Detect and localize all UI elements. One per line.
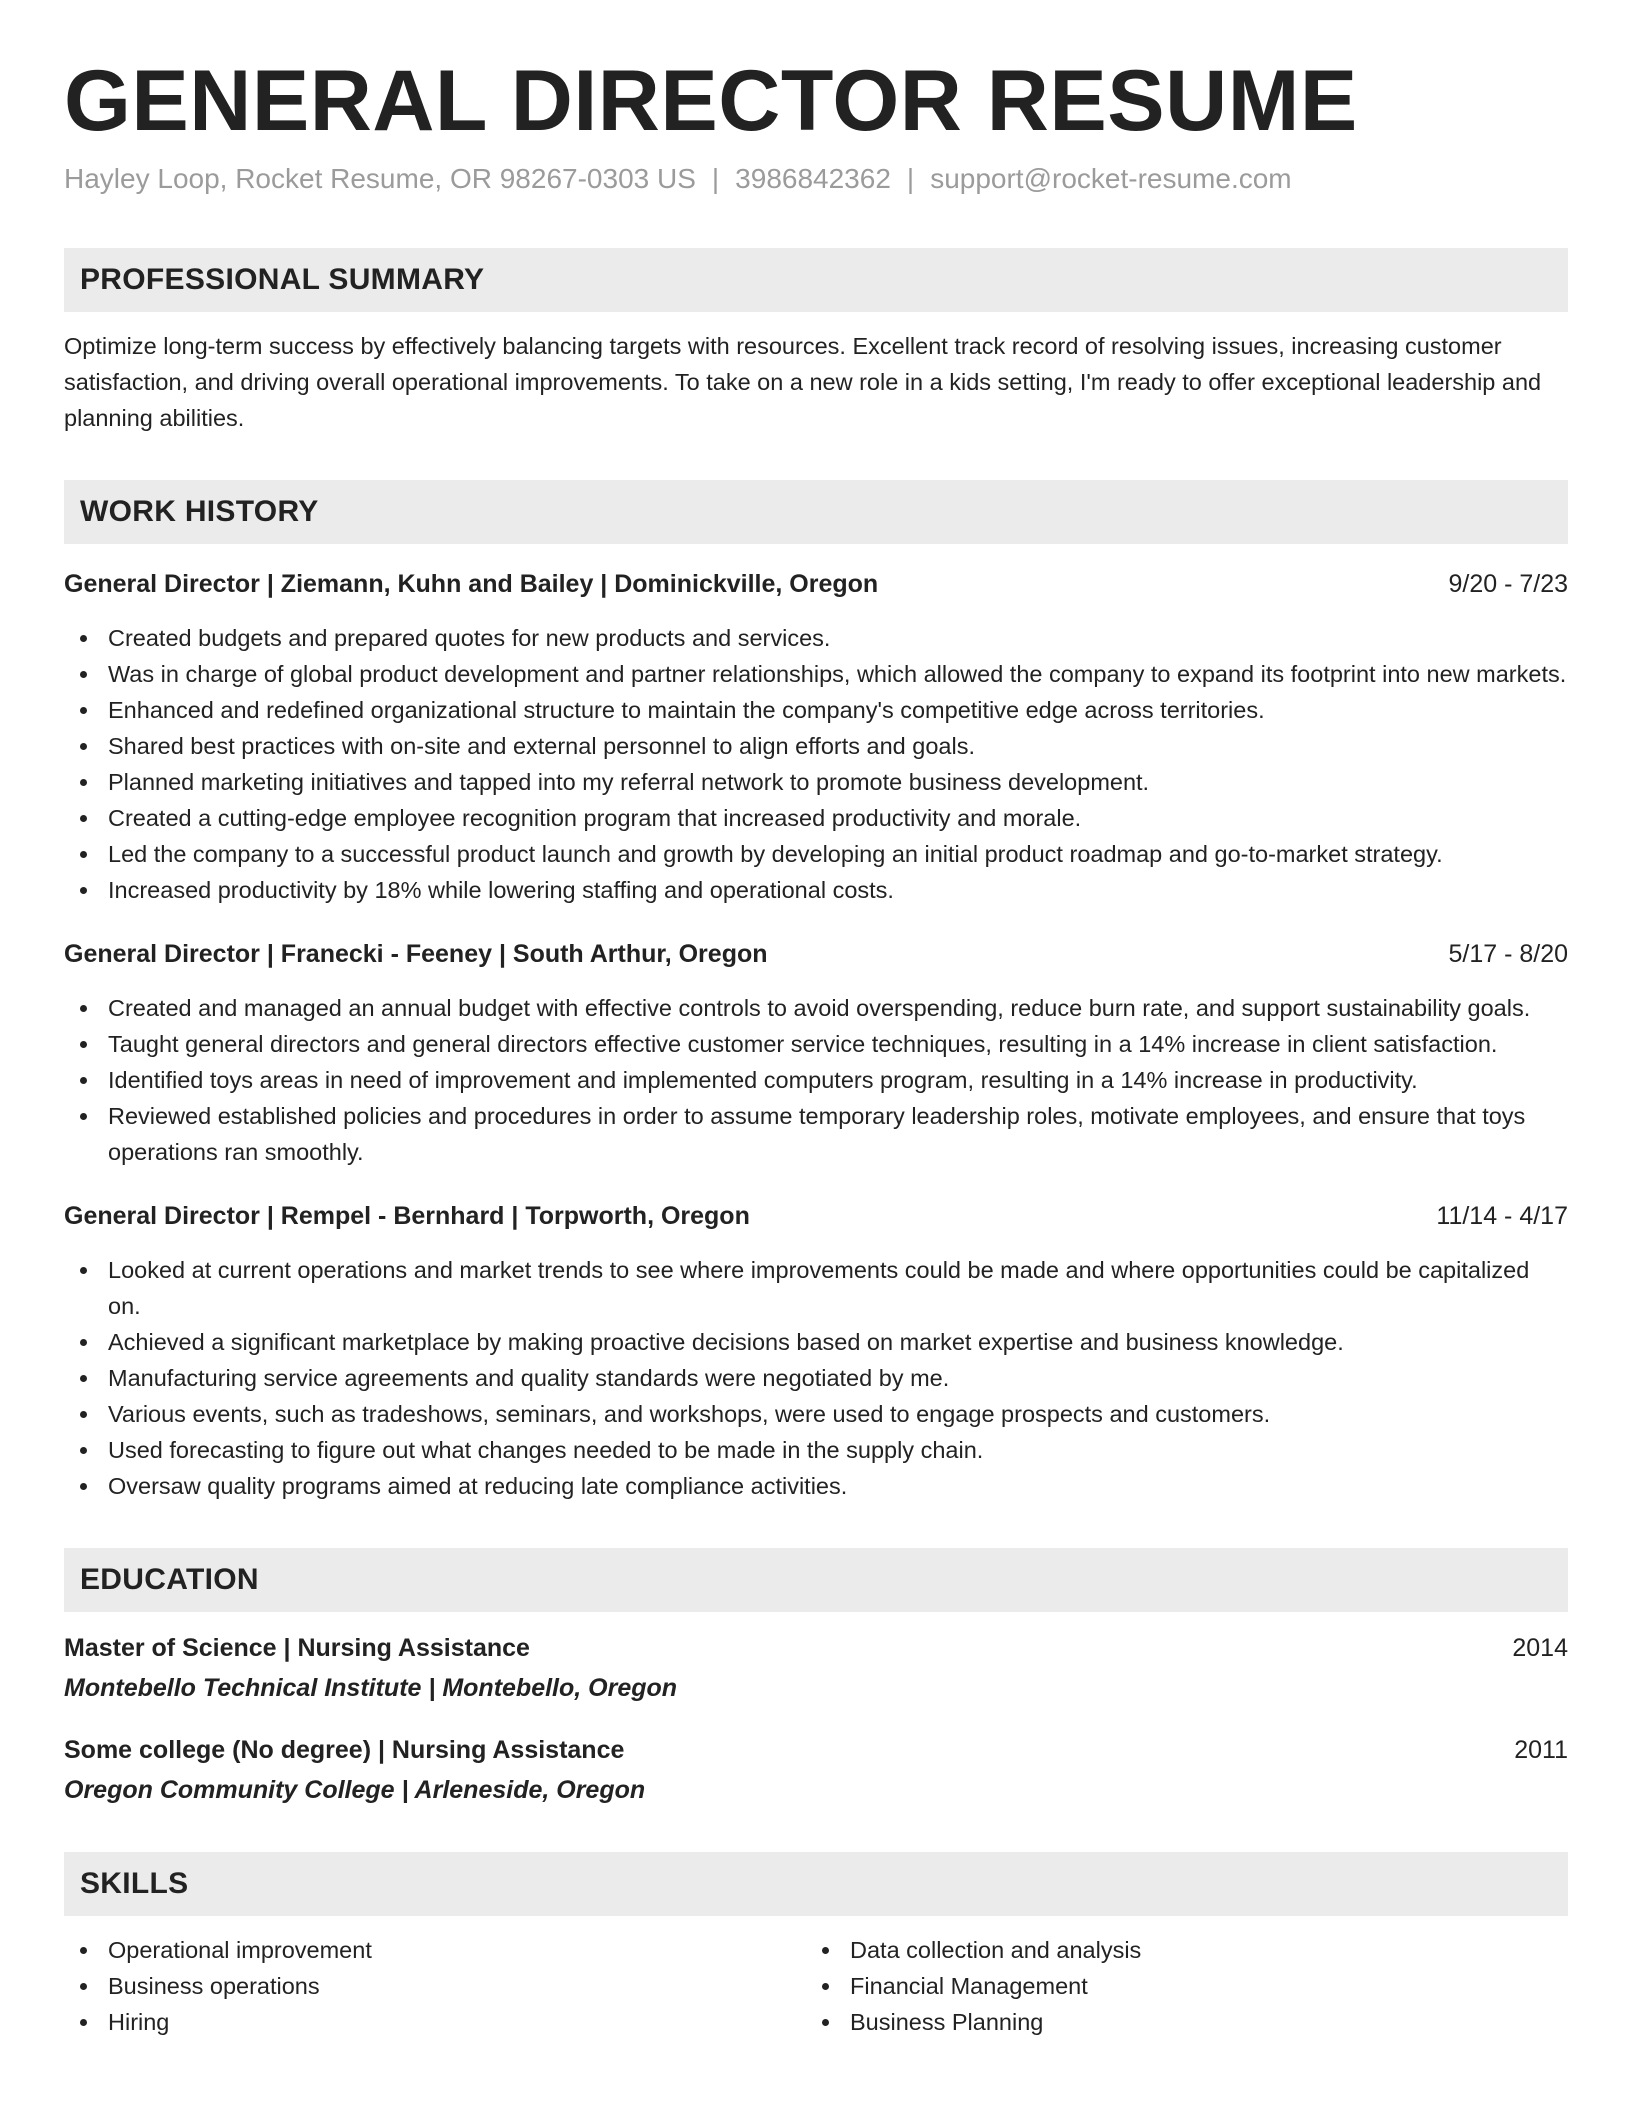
contact-phone: 3986842362 bbox=[735, 162, 891, 194]
job-bullet: Created budgets and prepared quotes for new products and services. bbox=[64, 620, 1568, 656]
job-dates: 11/14 - 4/17 bbox=[1436, 1201, 1568, 1230]
job-entry bbox=[64, 936, 1568, 1170]
skill-item: Operational improvement bbox=[64, 1932, 806, 1968]
education-entry bbox=[64, 1630, 1568, 1706]
skill-item: Business Planning bbox=[806, 2004, 1548, 2040]
job-bullet: Various events, such as tradeshows, seminars, and workshops, were used to engage prospects and customers. bbox=[64, 1396, 1568, 1432]
job-bullet: Planned marketing initiatives and tapped into my referral network to promote business development. bbox=[64, 764, 1568, 800]
education-year: 2011 bbox=[1514, 1735, 1568, 1764]
job-bullet: Used forecasting to figure out what changes needed to be made in the supply chain. bbox=[64, 1432, 1568, 1468]
job-bullet: Reviewed established policies and procedures in order to assume temporary leadership roles, motivate employees, and ensure that toys operations ran smoothly. bbox=[64, 1098, 1568, 1170]
job-entry bbox=[64, 566, 1568, 908]
education-year: 2014 bbox=[1512, 1633, 1568, 1662]
job-bullets bbox=[64, 620, 1568, 908]
job-title: General Director | Franecki - Feeney | South Arthur, Oregon bbox=[64, 939, 768, 968]
job-bullet: Achieved a significant marketplace by making proactive decisions based on market expertise and business knowledge. bbox=[64, 1324, 1568, 1360]
skill-item: Business operations bbox=[64, 1968, 806, 2004]
skill-item: Financial Management bbox=[806, 1968, 1548, 2004]
job-dates: 5/17 - 8/20 bbox=[1448, 939, 1568, 968]
contact-separator: | bbox=[906, 162, 915, 194]
job-title: General Director | Ziemann, Kuhn and Bailey | Dominickville, Oregon bbox=[64, 569, 879, 598]
contact-email: support@rocket-resume.com bbox=[930, 162, 1292, 194]
job-bullet: Looked at current operations and market trends to see where improvements could be made and where opportunities could be capitalized on. bbox=[64, 1252, 1568, 1324]
job-bullet: Was in charge of global product development and partner relationships, which allowed the company to expand its footprint into new markets. bbox=[64, 656, 1568, 692]
job-bullets bbox=[64, 990, 1568, 1170]
job-header bbox=[64, 1198, 1568, 1234]
education-school: Montebello Technical Institute | Montebello, Oregon bbox=[64, 1673, 678, 1702]
page-title: GENERAL DIRECTOR RESUME bbox=[64, 53, 1358, 149]
job-bullet: Created and managed an annual budget with effective controls to avoid overspending, reduce burn rate, and support sustainability goals. bbox=[64, 990, 1568, 1026]
skills-list bbox=[64, 1932, 1568, 2040]
contact-address: Hayley Loop, Rocket Resume, OR 98267-0303 US bbox=[64, 162, 696, 194]
job-title: General Director | Rempel - Bernhard | Torpworth, Oregon bbox=[64, 1201, 750, 1230]
education-header bbox=[64, 1732, 1568, 1768]
job-header bbox=[64, 566, 1568, 602]
job-bullet: Led the company to a successful product launch and growth by developing an initial product roadmap and go-to-market strategy. bbox=[64, 836, 1568, 872]
skill-item: Hiring bbox=[64, 2004, 806, 2040]
education-school: Oregon Community College | Arleneside, Oregon bbox=[64, 1775, 646, 1804]
education-degree: Master of Science | Nursing Assistance bbox=[64, 1633, 530, 1662]
contact-separator: | bbox=[711, 162, 720, 194]
section-header-skills: SKILLS bbox=[64, 1852, 1568, 1916]
education-degree: Some college (No degree) | Nursing Assistance bbox=[64, 1735, 625, 1764]
education-entry bbox=[64, 1732, 1568, 1808]
job-bullet: Identified toys areas in need of improvement and implemented computers program, resulting in a 14% increase in productivity. bbox=[64, 1062, 1568, 1098]
section-header-work-history: WORK HISTORY bbox=[64, 480, 1568, 544]
job-bullets bbox=[64, 1252, 1568, 1504]
skills-column-right bbox=[806, 1932, 1548, 2040]
summary-text: Optimize long-term success by effectively balancing targets with resources. Excellent track record of resolving issues, increasing customer satisfaction, and driving overall operational improvements. To take on a new role in a kids setting, I'm ready to offer exceptional leadership and planning abilities. bbox=[64, 332, 1542, 431]
job-bullet: Increased productivity by 18% while lowering staffing and operational costs. bbox=[64, 872, 1568, 908]
job-bullet: Enhanced and redefined organizational structure to maintain the company's competitive edge across territories. bbox=[64, 692, 1568, 728]
job-bullet: Manufacturing service agreements and quality standards were negotiated by me. bbox=[64, 1360, 1568, 1396]
job-dates: 9/20 - 7/23 bbox=[1448, 569, 1568, 598]
job-bullet: Created a cutting-edge employee recognition program that increased productivity and morale. bbox=[64, 800, 1568, 836]
job-bullet: Shared best practices with on-site and external personnel to align efforts and goals. bbox=[64, 728, 1568, 764]
job-bullet: Taught general directors and general directors effective customer service techniques, resulting in a 14% increase in client satisfaction. bbox=[64, 1026, 1568, 1062]
job-header bbox=[64, 936, 1568, 972]
skills-column-left bbox=[64, 1932, 806, 2040]
contact-line bbox=[64, 159, 1568, 198]
job-bullet: Oversaw quality programs aimed at reducing late compliance activities. bbox=[64, 1468, 1568, 1504]
skill-item: Data collection and analysis bbox=[806, 1932, 1548, 1968]
education-header bbox=[64, 1630, 1568, 1666]
section-header-education: EDUCATION bbox=[64, 1548, 1568, 1612]
section-header-summary: PROFESSIONAL SUMMARY bbox=[64, 248, 1568, 312]
job-entry bbox=[64, 1198, 1568, 1504]
